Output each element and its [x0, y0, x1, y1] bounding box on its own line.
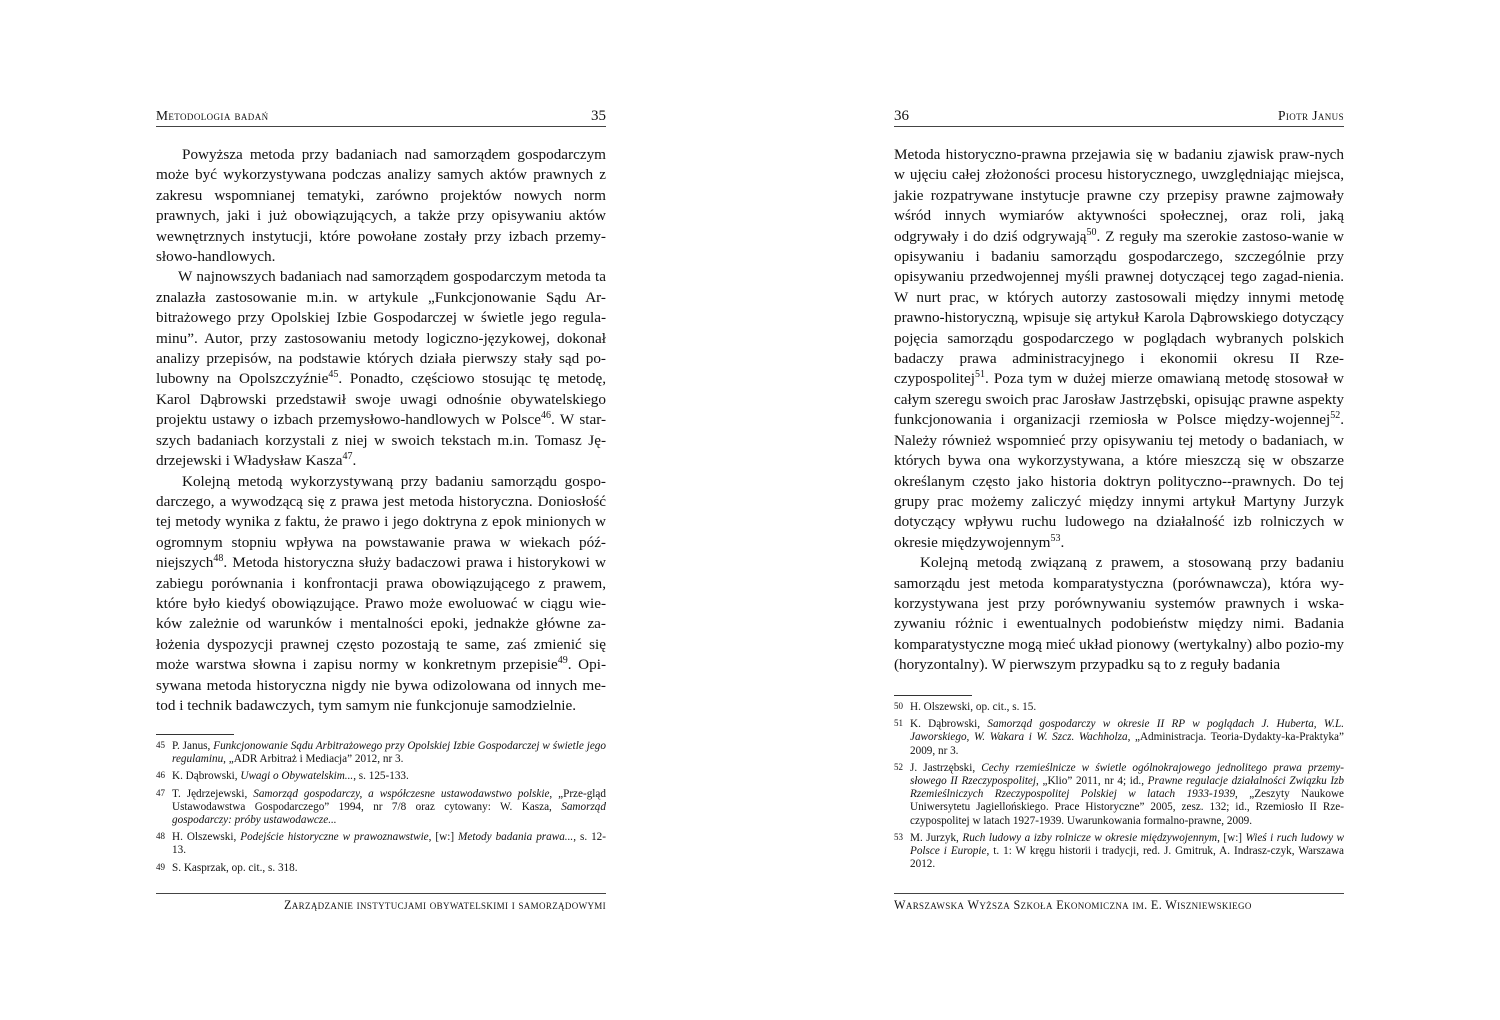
chapter-title: Metodologia badań: [156, 108, 269, 123]
paragraph: Kolejną metodą wykorzystywaną przy badaniu samorządu gospo-darczego, a wywodzącą się z prawa jest metoda historyczna. Doniosłość tej metody wynika z faktu, że prawo i jego doktryna z epok minionych w ogromnym stopniu wpływa na powstawanie prawa w wiekach póź-niejszych$^{48}$. Metoda historyczna służy badaczowi prawa i historykowi w zabiegu porównania i konfrontacji prawa obowiązującego z prawem, które było kiedyś obowiązujące. Prawo może ewoluować w ciągu wie-ków zależnie od warunków i mentalności epoki, jednakże główne za-łożenia dyspozycji prawnej często pozostają te same, zaś zmienić się może warstwa słowna i zapisu normy w konkretnym przepisie$^{49}$. Opi-sywana metoda historyczna nigdy nie bywa odizolowana od innych me-tod i technik badawczych, tym samym nie funkcjonuje samodzielnie.: [156, 472, 607, 714]
footnotes: [156, 740, 606, 879]
footnote-ref[interactable]: 53: [1050, 532, 1061, 544]
paragraph: Powyższa metoda przy badaniach nad samorządem gospodarczym może być wykorzystywana podczas analizy samych aktów prawnych z zakresu wspomnianej tematyki, zarówno projektów nowych norm prawnych, jaki i już obowiązujących, a także przy opisywaniu aktów wewnętrznych instytucji, które powołane zostały przy izbach przemy-słowo-handlowych.: [156, 146, 606, 266]
footnote: 46 K. Dąbrowski, Uwagi o Obywatelskim..., s. 125-133.: [156, 770, 409, 783]
footnote-ref[interactable]: 46: [540, 410, 551, 422]
paragraph: Kolejną metodą związaną z prawem, a stosowaną przy badaniu samorządu jest metoda komparatystyczna (porównawcza), która wy-korzystywana jest przy porównywaniu systemów prawnych i wska-zywaniu różnic i ewentualnych podobieństw między nimi. Badania komparatystyczne mogą mieć układ pionowy (wertykalny) albo pozio-my (horyzontalny). W pierwszym przypadku są to z reguły badania: [894, 554, 1345, 674]
footnote: 49 S. Kasprzak, op. cit., s. 318.: [156, 861, 298, 874]
footnote: 45 P. Janus, Funkcjonowanie Sądu Arbitrażowego przy Opolskiej Izbie Gospodarczej w świetle jego regulaminu, „ADR Arbitraż i Mediacja” 2012, nr 3.: [156, 740, 606, 766]
footnote-ref[interactable]: 47: [342, 451, 353, 463]
running-footer: Warszawska Wyższa Szkoła Ekonomiczna im. E. Wiszniewskiego: [894, 893, 1344, 913]
footnote: 50 H. Olszewski, op. cit., s. 15.: [894, 701, 1037, 713]
footnote-ref[interactable]: 45: [328, 369, 339, 381]
footnote-ref[interactable]: 49: [557, 655, 568, 667]
footnote-ref[interactable]: 52: [1330, 410, 1341, 422]
footnote: 47 T. Jędrzejewski, Samorząd gospodarczy, a współczesne ustawodawstwo polskie, „Prze-gląd Ustawodawstwa Gospodarczego” 1994, nr 7/8 oraz cytowany: W. Kasza, Samorząd gospodarczy: próby ustawodawcze...: [156, 787, 606, 827]
body-text: [894, 145, 1344, 676]
footnote: 48 H. Olszewski, Podejście historyczne w prawoznawstwie, [w:] Metody badania prawa..., s. 12-13.: [156, 831, 607, 857]
paragraph: W najnowszych badaniach nad samorządem gospodarczym metoda ta znalazła zastosowanie m.in. w artykule „Funkcjonowanie Sądu Ar-bitrażowego przy Opolskiej Izbie Gospodarczej w świetle jego regula-minu”. Autor, przy zastosowaniu metody logiczno-językowej, dokonał analizy przepisów, na podstawie których działa pierwszy stały sąd po-lubowny na Opolszczyźnie$^{45}$. Ponadto, częściowo stosując tę metodę, Karol Dąbrowski przedstawił swoje uwagi odnośnie obywatelskiego projektu ustawy o izbach przemysłowo-handlowych w Polsce$^{46}$. W star-szych badaniach korzystali z niej w swoich tekstach m.in. Tomasz Ję-drzejewski i Władysław Kasza$^{47}$.: [156, 268, 606, 470]
running-footer: Zarządzanie instytucjami obywatelskimi i samorządowymi: [156, 893, 606, 913]
page-number: 36: [894, 108, 909, 124]
footnote-divider: [894, 695, 972, 696]
footnotes: [894, 701, 1344, 875]
footnote-ref[interactable]: 51: [974, 369, 985, 381]
running-header: [894, 108, 1344, 127]
footnote-ref[interactable]: 50: [1086, 226, 1097, 238]
author-name: Piotr Janus: [1277, 108, 1344, 123]
footnote: 51 K. Dąbrowski, Samorząd gospodarczy w okresie II RP w poglądach J. Huberta, W.L. Jaworskiego, W. Wakara i W. Szcz. Wachholza, „Administracja. Teoria-Dydakty-ka-Praktyka” 2009, nr 3.: [894, 718, 1344, 757]
paragraph: Metoda historyczno-prawna przejawia się w badaniu zjawisk praw-nych w ujęciu całej złożoności procesu historycznego, uwzględniając miejsca, jakie rozpatrywane instytucje prawne czy przepisy prawne zajmowały wśród innych wymiarów aktywności społecznej, oraz roli, jaką odgrywały i do dziś odgrywają$^{50}$. Z reguły ma szerokie zastoso-wanie w opisywaniu i badaniu samorządu gospodarczego, szczególnie przy opisywaniu przedwojennej myśli prawnej dotyczącej tego zagad-nienia. W nurt prac, w których autorzy zastosowali między innymi metodę prawno-historyczną, wpisuje się artykuł Karola Dąbrowskiego dotyczący pojęcia samorządu gospodarczego w poglądach wybranych polskich badaczy prawa administracyjnego i ekonomii okresu II Rze-czypospolitej$^{51}$. Poza tym w dużej mierze omawianą metodę stosował w całym szeregu swoich prac Jarosław Jastrzębski, opisując prawne aspekty funkcjonowania i organizacji rzemiosła w Polsce między-wojennej$^{52}$. Należy również wspomnieć przy opisywaniu tej metody o badaniach, w których bywa ona wykorzystywana, a które mieszczą się w obszarze określanym często jako historia doktryn polityczno--prawnych. Do tej grupy prac możemy zaliczyć między innymi artykuł Martyny Jurzyk dotyczący wpływu ruchu ludowego na działalność izb rolniczych w okresie międzywojennym$^{53}$.: [894, 146, 1344, 551]
footnote-ref[interactable]: 48: [213, 553, 224, 565]
body-text: [156, 145, 606, 716]
page-number: 35: [591, 108, 606, 124]
footnote: 53 M. Jurzyk, Ruch ludowy a izby rolnicze w okresie międzywojennym, [w:] Wieś i ruch ludowy w Polsce i Europie, t. 1: W kręgu historii i tradycji, red. J. Gmitruk, A. Indrasz-czyk, Warszawa 2012.: [894, 831, 1345, 871]
footnote: 52 J. Jastrzębski, Cechy rzemieślnicze w świetle ogólnokrajowego jednolitego prawa przemy-słowego II Rzeczypospolitej, „Klio” 2011, nr 4; id., Prawne regulacje działalności Związku Izb Rzemieślniczych Rzeczypospolitej Polskiej w latach 1933-1939, „Zeszyty Naukowe Uniwersytetu Jagiellońskiego. Prace Historyczne” 2005, zesz. 132; id., Rzemiosło II Rze-czypospolitej w latach 1927-1939. Uwarunkowania formalno-prawne, 2009.: [894, 761, 1344, 827]
footnote-divider: [156, 734, 234, 735]
running-header: [156, 108, 606, 127]
